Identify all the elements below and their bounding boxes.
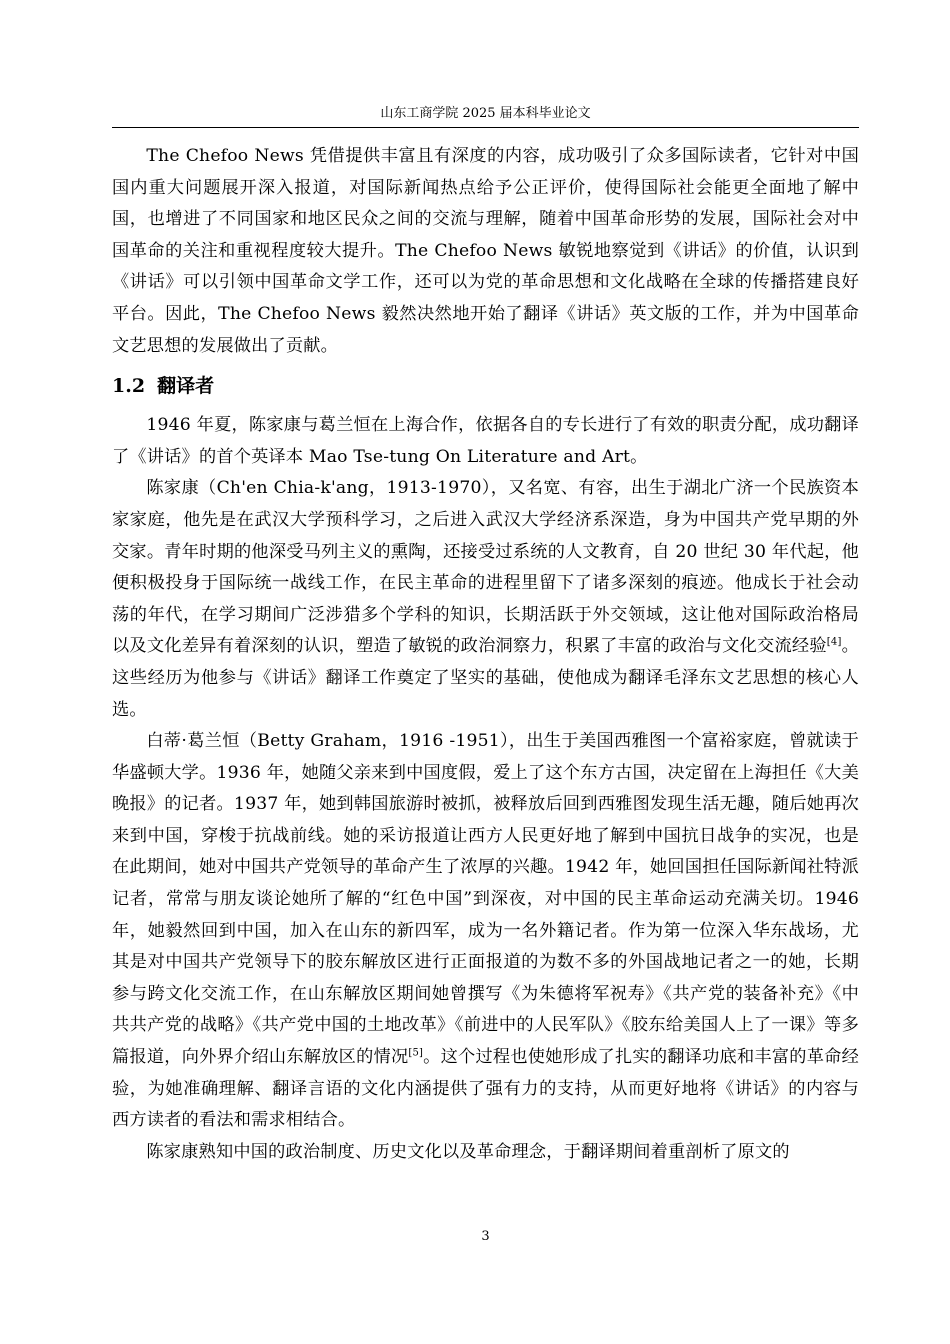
paragraph-translation-1946: 1946 年夏，陈家康与葛兰恒在上海合作，依据各自的专长进行了有效的职责分配，成功翻译了《讲话》的首个英译本 Mao Tse-tung On Literature and Art。	[112, 415, 859, 467]
paragraph-continued: 陈家康熟知中国的政治制度、历史文化以及革命理念，于翻译期间着重剖析了原文的	[146, 1141, 790, 1162]
paragraph-text: 。这个过程也使她形成了扎实的翻译功底和丰富的革命经验，为她准确理解、翻译言语的文化内涵提供了强有力的支持，从而更好地将《讲话》的内容与西方读者的看法和需求相结合。	[112, 1047, 859, 1131]
page-number: 3	[481, 1229, 490, 1244]
document-body	[112, 141, 859, 1168]
paragraph-betty-graham	[112, 726, 859, 1137]
paragraph-text: 陈家康（Ch'en Chia-k'ang，1913-1970），又名宽、有容，出生于湖北广济一个民族资本家家庭，他先是在武汉大学预科学习，之后进入武汉大学经济系深造，身为中国共产党早期的外交家。青年时期的他深受马列主义的熏陶，还接受过系统的人文教育，自 20 世纪 30 年代起，他便积极投身于国际统一战线工作，在民主革命的进程里留下了诸多深刻的痕迹。他成长于社会动荡的年代，在学习期间广泛涉猎多个学科的知识，长期活跃于外交领域，这让他对国际政治格局以及文化差异有着深刻的认识，塑造了敏锐的政治洞察力，积累了丰富的政治与文化交流经验	[112, 478, 859, 657]
paragraph-chen-jiakang	[112, 473, 859, 726]
section-heading	[112, 371, 859, 401]
citation-ref-4: [4]	[826, 636, 842, 648]
header-divider	[112, 127, 859, 128]
paragraph-text: 白蒂·葛兰恒（Betty Graham，1916 -1951），出生于美国西雅图一个富裕家庭，曾就读于华盛顿大学。1936 年，她随父亲来到中国度假，爱上了这个东方古国，决定留在上海担任《大美晚报》的记者。1937 年，她到韩国旅游时被抓，被释放后回到西雅图发现生活无趣，随后她再次来到中国，穿梭于抗战前线。她的采访报道让西方人民更好地了解到中国抗日战争的实况，也是在此期间，她对中国共产党领导的革命产生了浓厚的兴趣。1942 年，她回国担任国际新闻社特派记者，常常与朋友谈论她所了解的“红色中国”到深夜，对中国的民主革命运动充满关切。1946 年，她毅然回到中国，加入在山东的新四军，成为一名外籍记者。作为第一位深入华东战场，尤其是对中国共产党领导下的胶东解放区进行正面报道的为数不多的外国战地记者之一的她，长期参与跨文化交流工作，在山东解放区期间她曾撰写《为朱德将军祝寿》《共产党的装备补充》《中共共产党的战略》《共产党中国的土地改革》《前进中的人民军队》《胶东给美国人上了一课》等多篇报道，向外界介绍山东解放区的情况	[112, 731, 859, 1068]
section-title: 翻译者	[157, 375, 215, 398]
paragraph-text: 。这些经历为他参与《讲话》翻译工作奠定了坚实的基础，使他成为翻译毛泽东文艺思想的核心人选。	[112, 636, 859, 720]
page-header: 山东工商学院 2025 届本科毕业论文	[380, 106, 591, 121]
paragraph-chefoo-news: The Chefoo News 凭借提供丰富且有深度的内容，成功吸引了众多国际读者，它针对中国国内重大问题展开深入报道，对国际新闻热点给予公正评价，使得国际社会能更全面地了解中国，也增进了不同国家和地区民众之间的交流与理解，随着中国革命形势的发展，国际社会对中国革命的关注和重视程度较大提升。The Chefoo News 敏锐地察觉到《讲话》的价值，认识到《讲话》可以引领中国革命文学工作，还可以为党的革命思想和文化战略在全球的传播搭建良好平台。因此，The Chefoo News 毅然决然地开始了翻译《讲话》英文版的工作，并为中国革命文艺思想的发展做出了贡献。	[112, 146, 859, 356]
section-number: 1.2	[112, 375, 146, 398]
citation-ref-5: [5]	[408, 1047, 424, 1059]
